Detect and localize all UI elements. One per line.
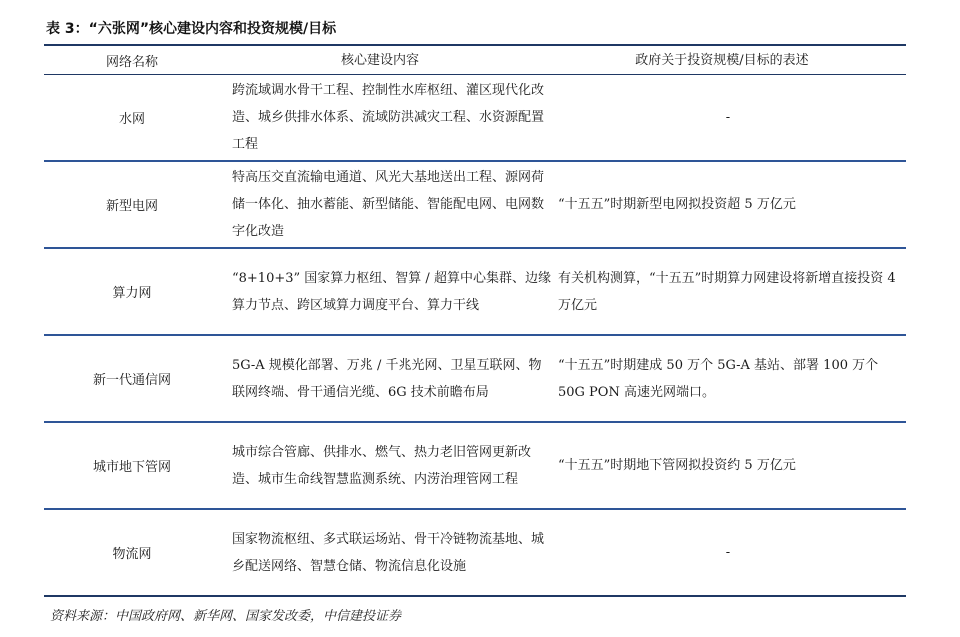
row-network-name: 物流网 (112, 547, 152, 562)
row-network-name: 水网 (118, 112, 145, 127)
table-row (44, 423, 906, 508)
row-network-name: 新型电网 (105, 199, 158, 214)
table-figure (44, 18, 906, 624)
row-investment-target: - (725, 545, 731, 560)
row-core-content: 城市综合管廊、供排水、燃气、热力老旧管网更新改造、城市生命线智慧监测系统、内涝治理管网工程 (232, 444, 532, 487)
row-core-content: 特高压交直流输电通道、风光大基地送出工程、源网荷储一体化、抽水蓄能、新型储能、智能配电网、电网数字化改造 (232, 170, 545, 239)
table-title: 表 3：“六张网”核心建设内容和投资规模/目标 (46, 21, 337, 37)
header-network-name: 网络名称 (105, 54, 158, 70)
source-note: 资料来源：中国政府网、新华网、国家发改委，中信建投证券 (50, 609, 402, 624)
row-network-name: 新一代通信网 (92, 373, 171, 388)
row-network-name: 城市地下管网 (92, 460, 171, 475)
header-core-content: 核心建设内容 (340, 52, 419, 68)
header-investment-target: 政府关于投资规模/目标的表述 (635, 52, 809, 68)
row-investment-target: - (725, 110, 731, 125)
row-core-content: 跨流域调水骨干工程、控制性水库枢纽、灌区现代化改造、城乡供排水体系、流域防洪减灾工程、水资源配置工程 (232, 83, 545, 152)
row-investment-target: “十五五”时期新型电网拟投资超 5 万亿元 (558, 197, 796, 212)
row-investment-target: 有关机构测算，“十五五”时期算力网建设将新增直接投资 4 万亿元 (558, 270, 896, 313)
bottom-rule (44, 595, 906, 597)
table-header-row (44, 46, 906, 74)
table-row (44, 336, 906, 421)
row-core-content: “8+10+3” 国家算力枢纽、智算 / 超算中心集群、边缘算力节点、跨区域算力调度平台、算力干线 (232, 270, 551, 313)
row-network-name: 算力网 (112, 286, 152, 301)
table-row (44, 75, 906, 160)
row-core-content: 5G-A 规模化部署、万兆 / 千兆光网、卫星互联网、物联网终端、骨干通信光缆、6G 技术前瞻布局 (232, 357, 542, 400)
table-row (44, 510, 906, 595)
row-investment-target: “十五五”时期建成 50 万个 5G-A 基站、部署 100 万个 50G PON 高速光网端口。 (558, 357, 879, 400)
row-investment-target: “十五五”时期地下管网拟投资约 5 万亿元 (558, 458, 796, 473)
table-row (44, 249, 906, 334)
table-row (44, 162, 906, 247)
row-core-content: 国家物流枢纽、多式联运场站、骨干冷链物流基地、城乡配送网络、智慧仓储、物流信息化设施 (232, 531, 545, 574)
